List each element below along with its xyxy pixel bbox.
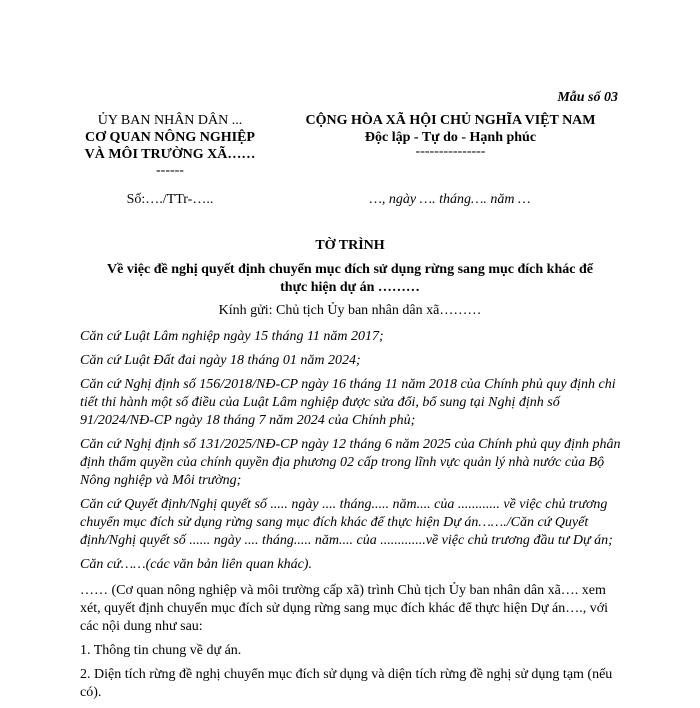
legal-basis-2: Căn cứ Luật Đất đai ngày 18 tháng 01 năm 2024; [80, 353, 361, 368]
legal-basis-3: Căn cứ Nghị định số 156/2018/NĐ-CP ngày 16 tháng 11 năm 2018 của Chính phủ quy định chi tiết thi hành một số điều của Luật Lâm nghiệp được sửa đổi, bổ sung tại Nghị định số 91/2024/NĐ-CP ngày 18 tháng 7 năm 2024 của Chính phủ; [80, 377, 616, 428]
agency-divider: ------ [156, 163, 184, 178]
national-motto-header [283, 112, 618, 158]
section-2: 2. Diện tích rừng đề nghị chuyển mục đích sử dụng và diện tích rừng đề nghị sử dụng tạm (nếu có). [80, 667, 613, 700]
country-name: CỘNG HÒA XÃ HỘI CHỦ NGHĨA VIỆT NAM [305, 113, 596, 128]
agency-line-2: CƠ QUAN NÔNG NGHIỆP [85, 130, 255, 145]
section-1: 1. Thông tin chung về dự án. [80, 643, 242, 658]
legal-basis-6: Căn cứ……(các văn bản liên quan khác). [80, 557, 312, 572]
motto-divider: --------------- [415, 144, 486, 159]
issuing-agency-header [70, 112, 270, 177]
motto: Độc lập - Tự do - Hạnh phúc [364, 130, 537, 145]
subtitle-line-1: Về việc đề nghị quyết định chuyển mục đích sử dụng rừng sang mục đích khác để [107, 262, 593, 277]
intro-paragraph: …… (Cơ quan nông nghiệp và môi trường cấp xã) trình Chủ tịch Ủy ban nhân dân xã…. xem xét, quyết định chuyển mục đích sử dụng rừng sang mục đích khác để thực hiện Dự án…., với các nội dung như sau: [80, 583, 609, 634]
document-date: …, ngày …. tháng…. năm … [369, 192, 531, 207]
subtitle-line-2: thực hiện dự án ……… [280, 280, 420, 295]
recipient-line: Kính gửi: Chủ tịch Ủy ban nhân dân xã……… [218, 303, 482, 318]
agency-line-3: VÀ MÔI TRƯỜNG XÃ…… [84, 147, 256, 162]
document-body [80, 328, 625, 708]
legal-basis-1: Căn cứ Luật Lâm nghiệp ngày 15 tháng 11 năm 2017; [80, 329, 384, 344]
legal-basis-5: Căn cứ Quyết định/Nghị quyết số ..... ngày .... tháng..... năm.... của ............ về việc chủ trương chuyển mục đích sử dụng rừng sang mục đích khác để thực hiện Dự án……./Căn cứ Quyết định/Nghị quyết số ...... ngày .... tháng..... năm.... của .............về việc chủ trương đầu tư Dự án; [80, 497, 613, 548]
document-title: TỜ TRÌNH [315, 238, 385, 253]
form-number: Mẫu số 03 [557, 90, 618, 105]
document-subtitle [90, 261, 610, 297]
agency-line-1: ỦY BAN NHÂN DÂN ... [97, 113, 243, 128]
legal-basis-4: Căn cứ Nghị định số 131/2025/NĐ-CP ngày 12 tháng 6 năm 2025 của Chính phủ quy định phân định thẩm quyền của chính quyền địa phương 02 cấp trong lĩnh vực quản lý nhà nước của Bộ Nông nghiệp và Môi trường; [80, 437, 621, 488]
document-number: Số:…./TTr-….. [126, 192, 214, 207]
